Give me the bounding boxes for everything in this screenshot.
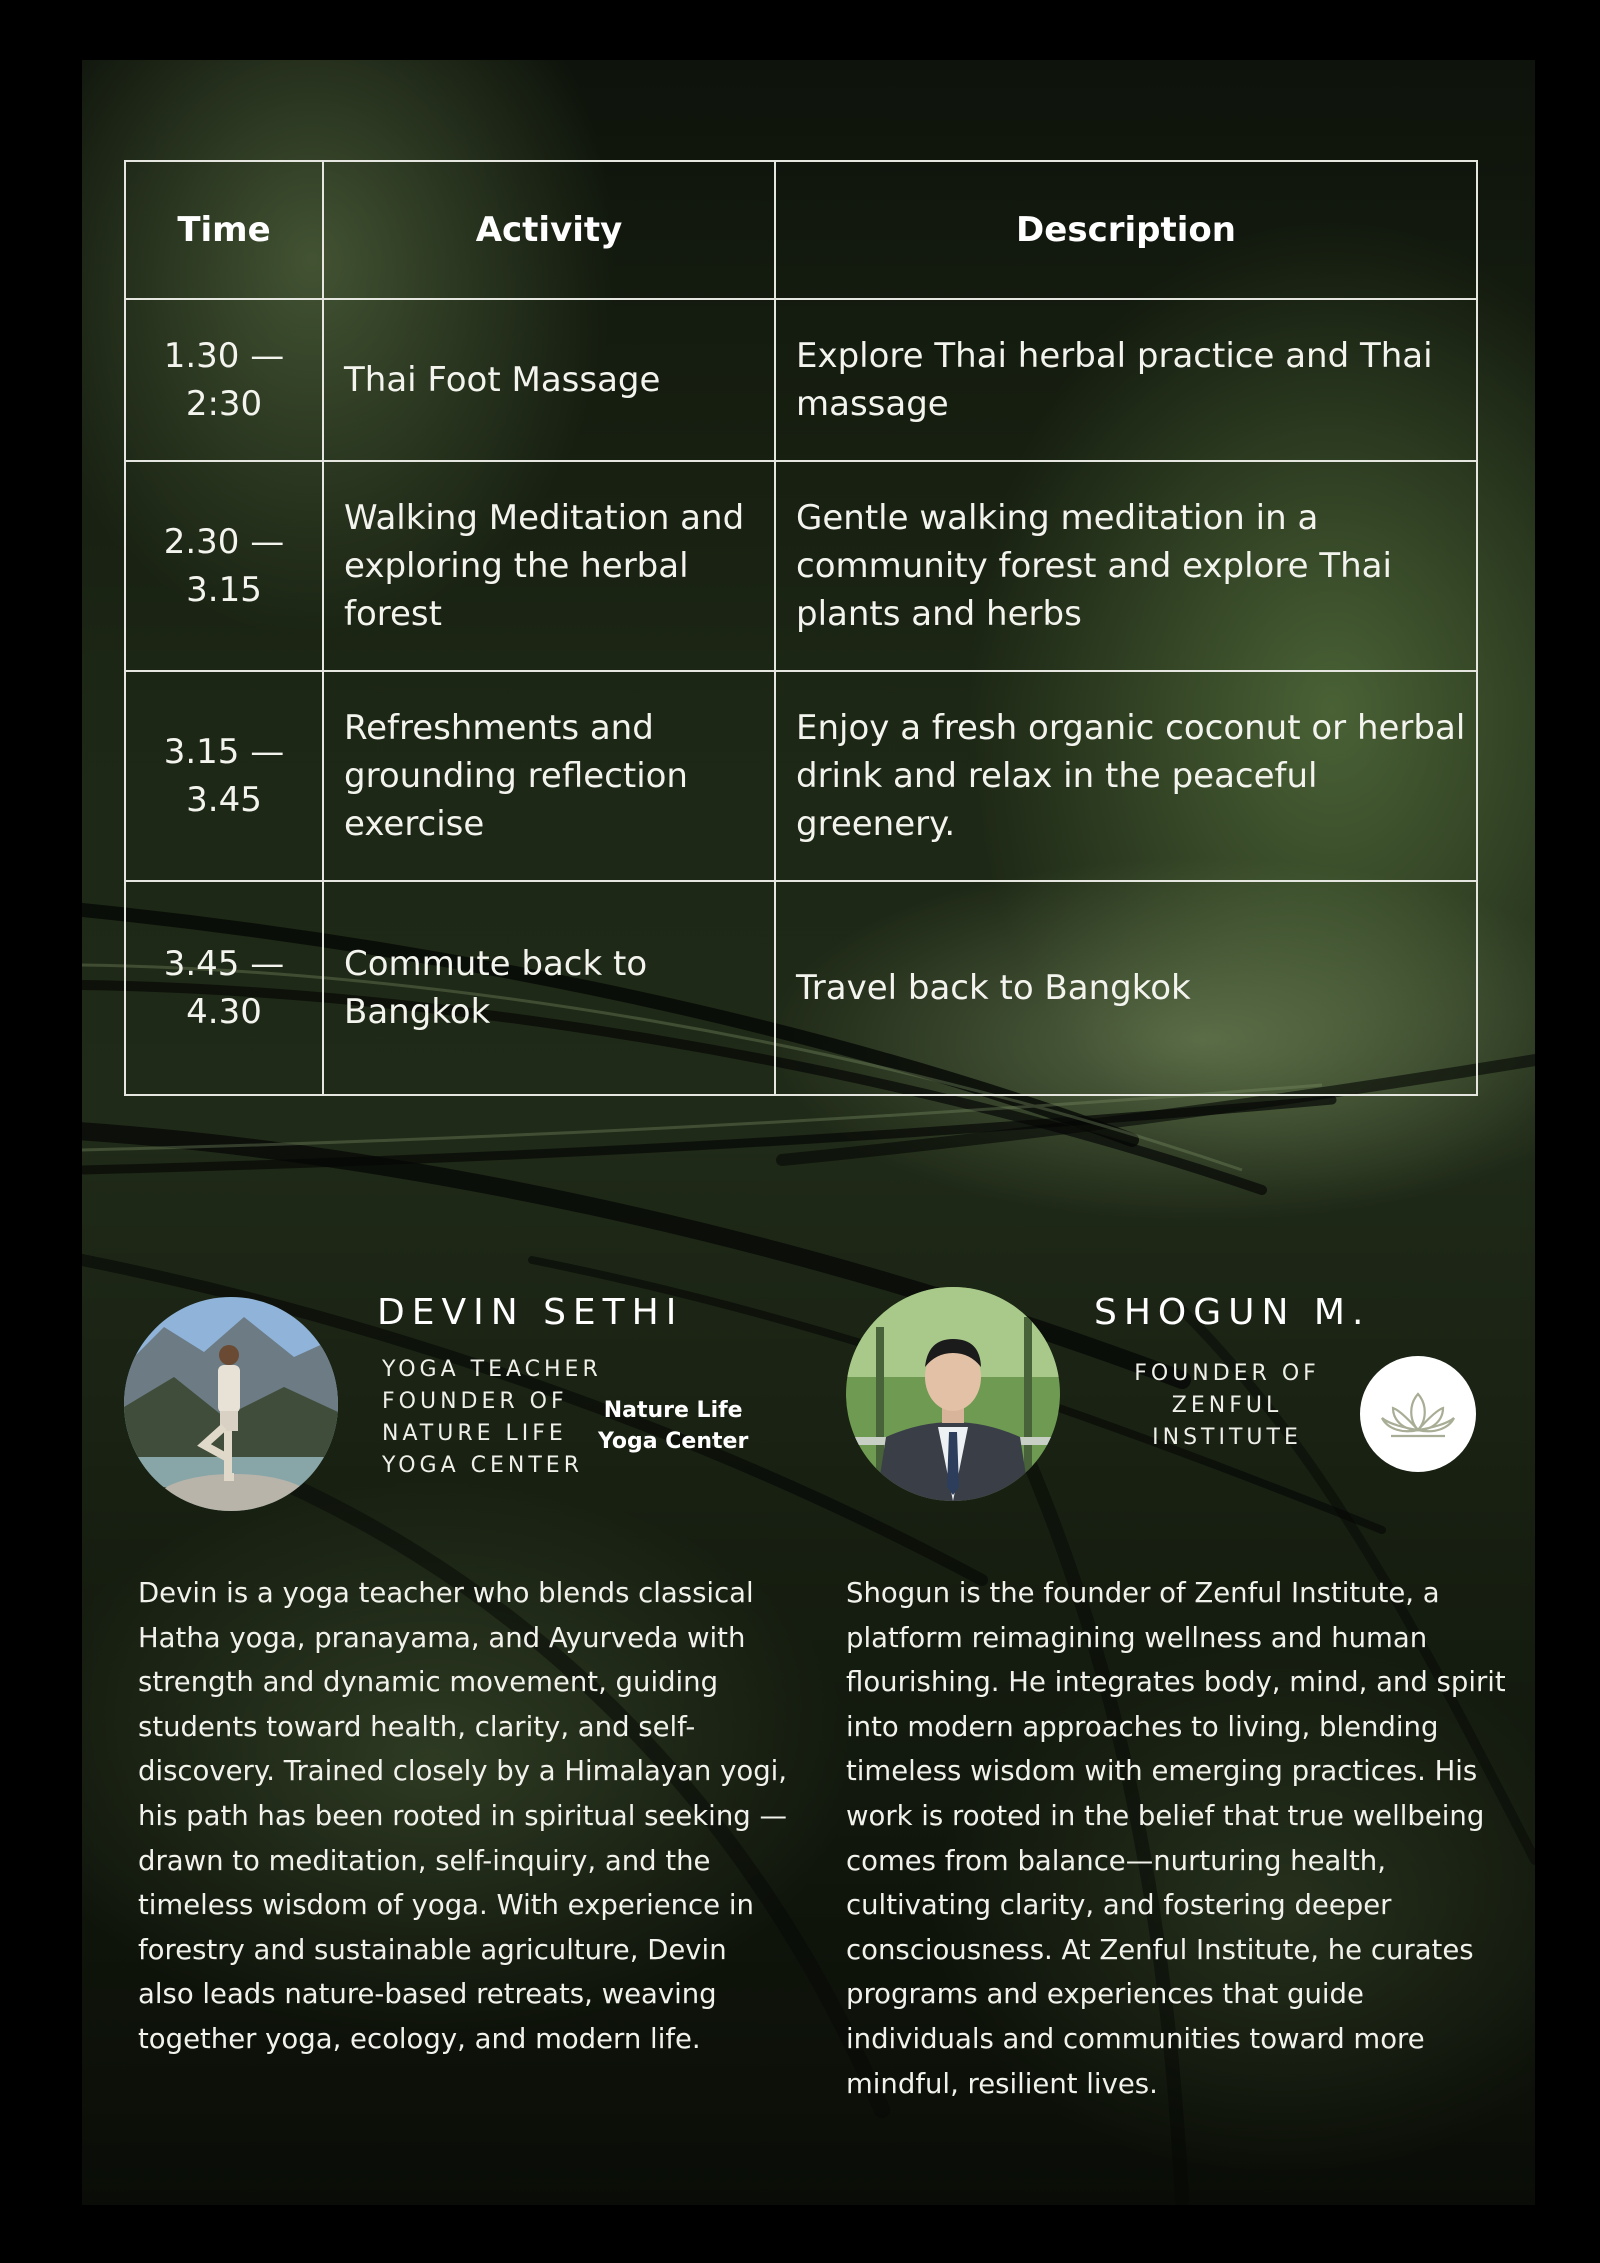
- activity-cell: Refreshments and grounding reflection exercise: [323, 671, 775, 881]
- description-cell: Enjoy a fresh organic coconut or herbal drink and relax in the peaceful greenery.: [775, 671, 1477, 881]
- time-column-header: Time: [125, 161, 323, 299]
- role-line: YOGA TEACHER: [382, 1357, 602, 1382]
- schedule-table: [124, 160, 1478, 1096]
- host-role: [382, 1354, 602, 1482]
- description-cell: Travel back to Bangkok: [775, 881, 1477, 1095]
- activity-cell: Thai Foot Massage: [323, 299, 775, 461]
- time-cell: 2.30 — 3.15: [125, 461, 323, 671]
- role-line: INSTITUTE: [1152, 1425, 1302, 1450]
- host-name: SHOGUN M.: [1094, 1292, 1371, 1333]
- host-bio: Devin is a yoga teacher who blends classical Hatha yoga, pranayama, and Ayurveda with strength and dynamic movement, guiding students toward health, clarity, and self-discovery. Trained closely by a Himalayan yogi, his path has been rooted in spiritual seeking — drawn to meditation, self-inquiry, and the timeless wisdom of yoga. With experience in forestry and sustainable agriculture, Devin also leads nature-based retreats, weaving together yoga, ecology, and modern life.: [138, 1577, 788, 2055]
- time-cell: 3.15 — 3.45: [125, 671, 323, 881]
- role-line: FOUNDER OF: [382, 1389, 568, 1414]
- host-name: DEVIN SETHI: [377, 1292, 684, 1333]
- role-line: ZENFUL: [1171, 1393, 1283, 1418]
- role-line: FOUNDER OF: [1134, 1361, 1320, 1386]
- time-cell: 1.30 — 2:30: [125, 299, 323, 461]
- nature-life-logo: [598, 1395, 748, 1457]
- host-bio: Shogun is the founder of Zenful Institute, a platform reimagining wellness and human flourishing. He integrates body, mind, and spirit into modern approaches to living, blending timeless wisdom with emerging practices. His work is rooted in the belief that true wellbeing comes from balance—nurturing health, cultivating clarity, and fostering deeper consciousness. At Zenful Institute, he curates programs and experiences that guide individuals and communities toward more mindful, resilient lives.: [846, 1577, 1506, 2100]
- table-header-row: [125, 161, 1477, 299]
- table-row: [125, 461, 1477, 671]
- description-cell: Explore Thai herbal practice and Thai massage: [775, 299, 1477, 461]
- host-role: [1132, 1358, 1322, 1454]
- logo-line: Yoga Center: [598, 1429, 749, 1454]
- activity-cell: Commute back to Bangkok: [323, 881, 775, 1095]
- description-column-header: Description: [775, 161, 1477, 299]
- flyer-page: [82, 60, 1535, 2205]
- role-line: YOGA CENTER: [382, 1453, 583, 1478]
- time-cell: 3.45 — 4.30: [125, 881, 323, 1095]
- shogun-avatar: [846, 1287, 1060, 1501]
- logo-line: Nature Life: [603, 1398, 743, 1423]
- devin-avatar: [124, 1297, 338, 1511]
- table-row: [125, 299, 1477, 461]
- role-line: NATURE LIFE: [382, 1421, 567, 1446]
- zenful-logo: [1360, 1356, 1476, 1472]
- activity-cell: Walking Meditation and exploring the herbal forest: [323, 461, 775, 671]
- description-cell: Gentle walking meditation in a community forest and explore Thai plants and herbs: [775, 461, 1477, 671]
- activity-column-header: Activity: [323, 161, 775, 299]
- table-row: [125, 671, 1477, 881]
- table-row: [125, 881, 1477, 1095]
- lotus-icon: [1379, 1388, 1457, 1440]
